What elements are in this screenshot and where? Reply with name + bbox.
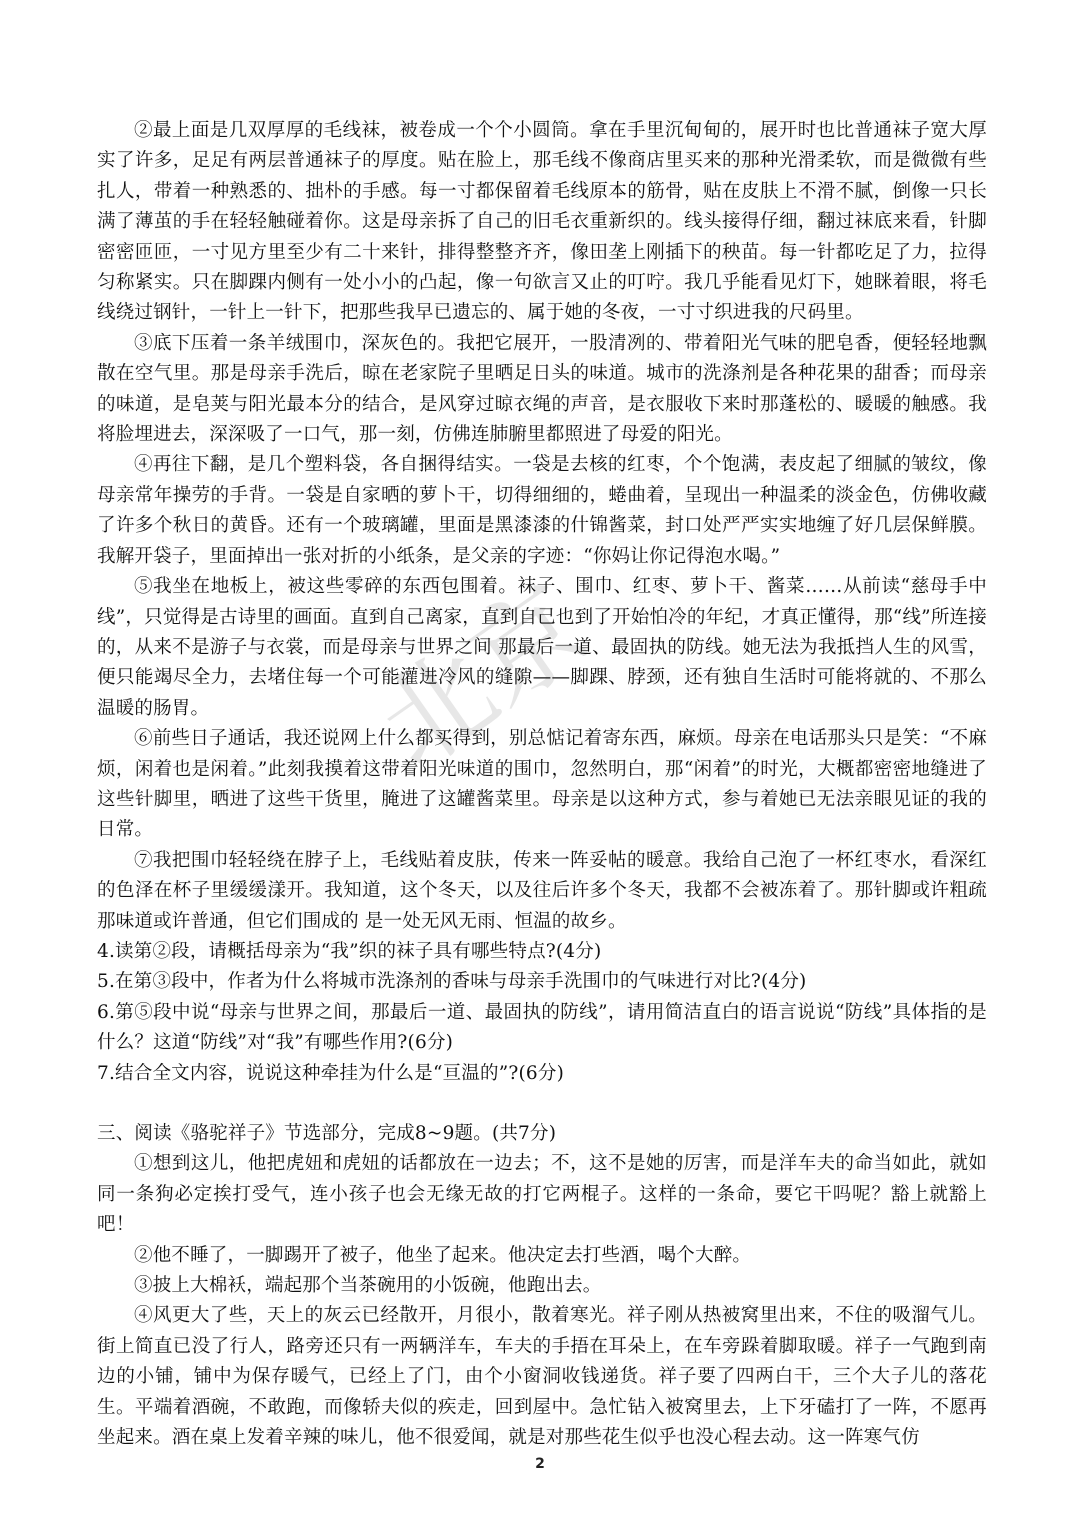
question-4: 4.读第②段，请概括母亲为“我”织的袜子具有哪些特点?(4分) [97, 940, 602, 962]
passage-paragraph-6: ⑥前些日子通话，我还说网上什么都买得到，别总惦记着寄东西，麻烦。母亲在电话那头只是笑：“不麻烦，闲着也是闲着。”此刻我摸着这带着阳光味道的围巾，忽然明白，那“闲着”的时光，大概都密密地缝进了这些针脚里，晒进了这些干货里，腌进了这罐酱菜里。母亲是以这种方式，参与着她已无法亲眼见证的我的日常。 [97, 728, 987, 841]
passage-section [97, 116, 987, 937]
passage-paragraph-7: ⑦我把围巾轻轻绕在脖子上，毛线贴着皮肤，传来一阵妥帖的暖意。我给自己泡了一杯红枣水，看深红的色泽在杯子里缓缓漾开。我知道，这个冬天，以及往后许多个冬天，我都不会被冻着了。那针脚或许粗疏 那味道或许普通，但它们围成的 是一处无风无雨、恒温的故乡。 [97, 849, 987, 932]
passage-paragraph-4: ④再往下翻，是几个塑料袋，各自捆得结实。一袋是去核的红枣，个个饱满，表皮起了细腻的皱纹，像母亲常年操劳的手背。一袋是自家晒的萝卜干，切得细细的，蜷曲着，呈现出一种温柔的淡金色，仿佛收藏了许多个秋日的黄昏。还有一个玻璃罐，里面是黑漆漆的什锦酱菜，封口处严严实实地缠了好几层保鲜膜。我解开袋子，里面掉出一张对折的小纸条，是父亲的字迹：“你妈让你记得泡水喝。” [97, 454, 987, 567]
xiangzi-paragraph-2: ②他不睡了，一脚踢开了被子，他坐了起来。他决定去打些酒，喝个大醉。 [134, 1244, 752, 1266]
section-three [97, 1119, 987, 1453]
watermark: 北京 [355, 561, 610, 793]
page-number: 2 [535, 1456, 545, 1472]
question-list [97, 937, 987, 1089]
question-7: 7.结合全文内容，说说这种牵挂为什么是“亘温的”?(6分) [97, 1062, 564, 1084]
question-5: 5.在第③段中，作者为什么将城市洗涤剂的香味与母亲手洗围巾的气味进行对比?(4分) [97, 971, 807, 993]
xiangzi-paragraph-1: ①想到这儿，他把虎妞和虎妞的话都放在一边去；不，这不是她的厉害，而是洋车夫的命当如此，就如同一条狗必定挨打受气，连小孩子也会无缘无故的打它两棍子。这样的一条命，要它干吗呢？豁上就豁上吧！ [97, 1153, 987, 1236]
document-body [97, 116, 987, 1453]
passage-paragraph-2: ②最上面是几双厚厚的毛线袜，被卷成一个个小圆筒。拿在手里沉甸甸的，展开时也比普通袜子宽大厚实了许多，足足有两层普通袜子的厚度。贴在脸上，那毛线不像商店里买来的那种光滑柔软，而是微微有些扎人，带着一种熟悉的、拙朴的手感。每一寸都保留着毛线原本的筋骨，贴在皮肤上不滑不腻，倒像一只长满了薄茧的手在轻轻触碰着你。这是母亲拆了自己的旧毛衣重新织的。线头接得仔细，翻过袜底来看，针脚密密匝匝，一寸见方里至少有二十来针，排得整整齐齐，像田垄上刚插下的秧苗。每一针都吃足了力，拉得匀称紧实。只在脚踝内侧有一处小小的凸起，像一句欲言又止的叮咛。我几乎能看见灯下，她眯着眼，将毛线绕过钢针，一针上一针下，把那些我早已遗忘的、属于她的冬夜，一寸寸织进我的尺码里。 [97, 120, 987, 324]
section-three-title: 三、阅读《骆驼祥子》节选部分，完成8~9题。(共7分) [97, 1123, 557, 1144]
xiangzi-paragraph-4: ④风更大了些，天上的灰云已经散开，月很小，散着寒光。祥子刚从热被窝里出来，不住的吸溜气儿。街上简直已没了行人，路旁还只有一两辆洋车，车夫的手捂在耳朵上，在车旁跺着脚取暖。祥子一气跑到南边的小铺，铺中为保存暖气，已经上了门，由个小窗洞收钱递货。祥子要了四两白干，三个大子儿的落花生。平端着酒碗，不敢跑，而像轿夫似的疾走，回到屋中。急忙钻入被窝里去，上下牙磕打了一阵，不愿再坐起来。酒在桌上发着辛辣的味儿，他不很爱闻，就是对那些花生似乎也没心程去动。这一阵寒气仿 [97, 1305, 987, 1449]
xiangzi-paragraph-3: ③披上大棉袄，端起那个当茶碗用的小饭碗，他跑出去。 [134, 1275, 602, 1297]
passage-paragraph-5: ⑤我坐在地板上，被这些零碎的东西包围着。袜子、围巾、红枣、萝卜干、酱菜……从前读“慈母手中线”，只觉得是古诗里的画面。直到自己离家，直到自己也到了开始怕冷的年纪，才真正懂得，那“线”所连接的，从来不是游子与衣裳，而是母亲与世界之间 那最后一道、最固执的防线。她无法为我抵挡人生的风雪，便只能竭尽全力，去堵住每一个可能灌进冷风的缝隙——脚踝、脖颈，还有独自生活时可能将就的、不那么温暖的肠胃。 [97, 576, 987, 719]
passage-paragraph-3: ③底下压着一条羊绒围巾，深灰色的。我把它展开，一股清冽的、带着阳光气味的肥皂香，便轻轻地飘散在空气里。那是母亲手洗后，晾在老家院子里晒足日头的味道。城市的洗涤剂是各种花果的甜香；而母亲的味道，是皂荚与阳光最本分的结合，是风穿过晾衣绳的声音，是衣服收下来时那蓬松的、暖暖的触感。我将脸埋进去，深深吸了一口气，那一刻，仿佛连肺腑里都照进了母爱的阳光。 [97, 332, 987, 446]
question-6: 6.第⑤段中说“母亲与世界之间，那最后一道、最固执的防线”，请用简洁直白的语言说说“防线”具体指的是什么？这道“防线”对“我”有哪些作用?(6分) [97, 1001, 987, 1054]
